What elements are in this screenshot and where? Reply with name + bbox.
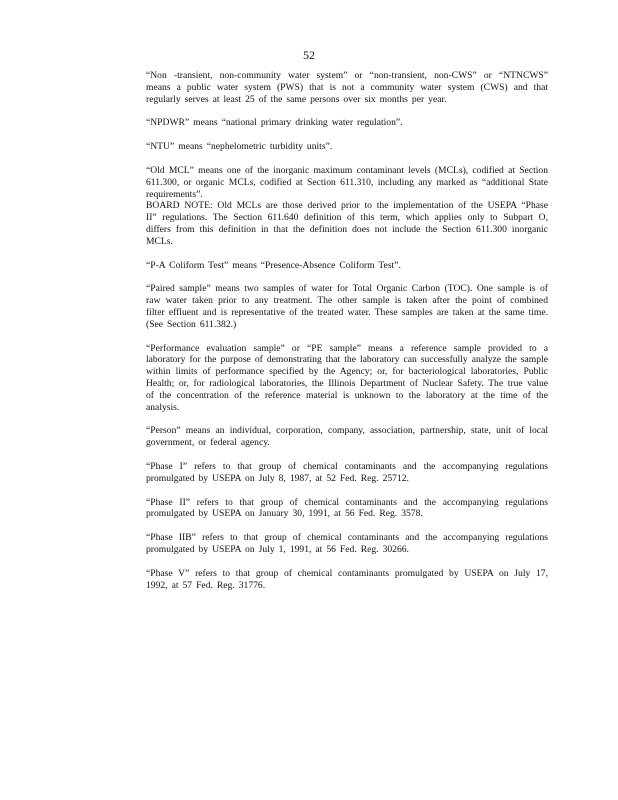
definition-phase-i: “Phase I” refers to that group of chemical contaminants and the accompanying regulations promulgated by USEPA on July 8, 1987, at 52 Fed. Reg. 25712. xyxy=(146,460,548,484)
definition-ntncws: “Non -transient, non-community water system” or “non-transient, non-CWS” or “NTNCWS” means a public water system (PWS) that is not a community water system (CWS) and that regularly serves at least 25 of the same persons over six months per year. xyxy=(146,70,548,105)
definition-npdwr: “NPDWR” means “national primary drinking water regulation”. xyxy=(146,117,403,129)
definition-phase-ii: “Phase II” refers to that group of chemical contaminants and the accompanying regulations promulgated by USEPA on January 30, 1991, at 56 Fed. Reg. 3578. xyxy=(146,496,548,520)
definition-person: “Person” means an individual, corporation, company, association, partnership, state, unit of local government, or federal agency. xyxy=(146,425,548,449)
page-number: 52 xyxy=(303,48,315,62)
definition-paired-sample: “Paired sample” means two samples of water for Total Organic Carbon (TOC). One sample is of raw water taken prior to any treatment. The other sample is taken after the point of combined filter effluent and is representative of the treated water. These samples are taken at the same time. (See Section 611.382.) xyxy=(146,283,548,330)
definition-old-mcl-block xyxy=(146,165,548,248)
definitions-body xyxy=(146,70,548,603)
definition-old-mcl: “Old MCL” means one of the inorganic maximum contaminant levels (MCLs), codified at Section 611.300, or organic MCLs, codified at Section 611.310, including any marked as “additional State requirements”. xyxy=(146,164,548,200)
board-note: BOARD NOTE: Old MCLs are those derived prior to the implementation of the USEPA “Phase II” regulations. The Section 611.640 definition of this term, which applies only to Subpart O, differs from this definition in that the definition does not include the Section 611.300 inorganic MCLs. xyxy=(146,200,548,247)
definition-phase-v: “Phase V” refers to that group of chemical contaminants promulgated by USEPA on July 17, 1992, at 57 Fed. Reg. 31776. xyxy=(146,567,548,591)
definition-phase-iib: “Phase IIB” refers to that group of chemical contaminants and the accompanying regulations promulgated by USEPA on July 1, 1991, at 56 Fed. Reg. 30266. xyxy=(146,532,548,555)
definition-pe-sample: “Performance evaluation sample” or “PE sample” means a reference sample provided to a laboratory for the purpose of demonstrating that the laboratory can successfully analyze the sample within limits of performance specified by the Agency; or, for bacteriological laboratories, Public Health; or, for radiological laboratories, the Illinois Department of Nuclear Safety. The true value of the concentration of the reference material is unknown to the laboratory at the time of the analysis. xyxy=(146,342,548,413)
definition-pa-coliform: “P-A Coliform Test” means “Presence-Absence Coliform Test”. xyxy=(146,259,401,271)
definition-ntu: “NTU” means “nephelometric turbidity units”. xyxy=(146,141,333,153)
